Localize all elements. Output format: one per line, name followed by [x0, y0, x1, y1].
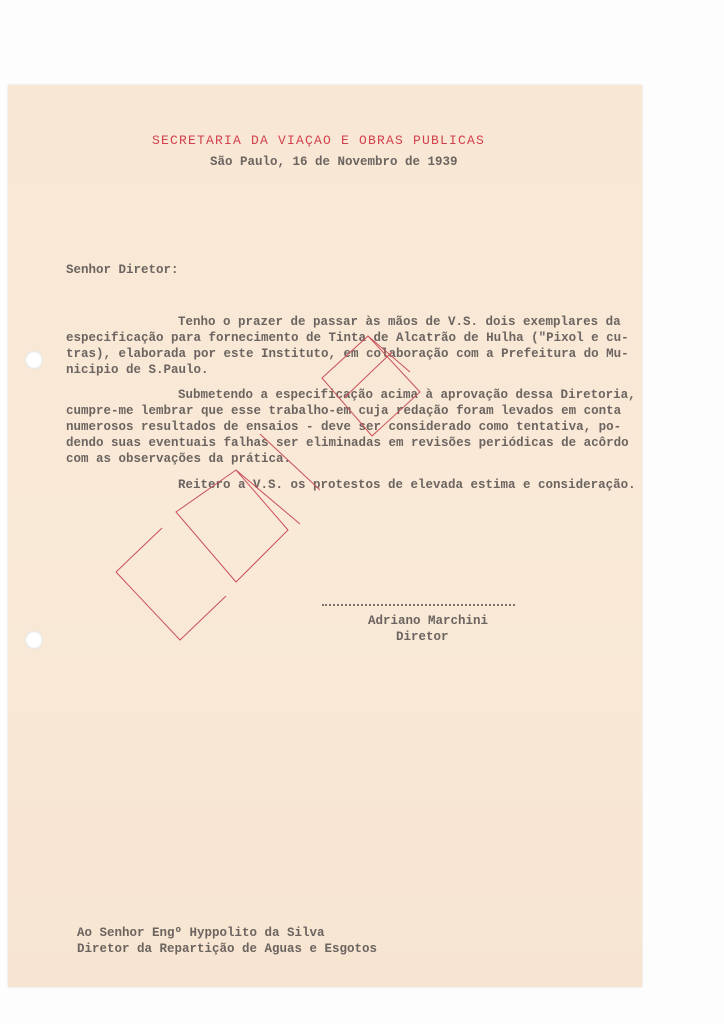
letter-paper: [8, 85, 642, 987]
signatory-name: Adriano Marchini: [368, 614, 489, 628]
paragraph2-line: dendo suas eventuais falhas ser eliminadas em revisões periódicas de acôrdo: [66, 436, 629, 450]
paragraph2-line: Submetendo a especificação acima à aprovação dessa Diretoria,: [178, 388, 636, 402]
signature-line: [322, 604, 515, 606]
paragraph1-line: tras), elaborada por este Instituto, em colaboração com a Prefeitura do Mu-: [66, 347, 629, 361]
punch-hole: [25, 631, 43, 649]
signatory-title: Diretor: [396, 630, 449, 644]
paragraph1-line: especificação para fornecimento de Tinta de Alcatrão de Hulha ("Pixol e cu-: [66, 331, 629, 345]
paragraph1-line: Tenho o prazer de passar às mãos de V.S. dois exemplares da: [178, 315, 621, 329]
date-line: São Paulo, 16 de Novembro de 1939: [210, 155, 458, 169]
letterhead: SECRETARIA DA VIAÇAO E OBRAS PUBLICAS: [152, 133, 486, 148]
paragraph2-line: numerosos resultados de ensaios - deve ser considerado como tentativa, po-: [66, 420, 622, 434]
punch-hole: [25, 351, 43, 369]
addressee-line: Ao Senhor Engº Hyppolito da Silva: [77, 926, 325, 940]
paragraph2-line: com as observações da prática.: [66, 452, 292, 466]
paragraph2-line: cumpre-me lembrar que esse trabalho-em cuja redação foram levados em conta: [66, 404, 622, 418]
addressee-line: Diretor da Repartição de Aguas e Esgotos: [77, 942, 378, 956]
salutation: Senhor Diretor:: [66, 263, 179, 277]
paragraph1-line: nicipio de S.Paulo.: [66, 363, 209, 377]
closing: Reitero a V.S. os protestos de elevada estima e consideração.: [178, 478, 636, 492]
